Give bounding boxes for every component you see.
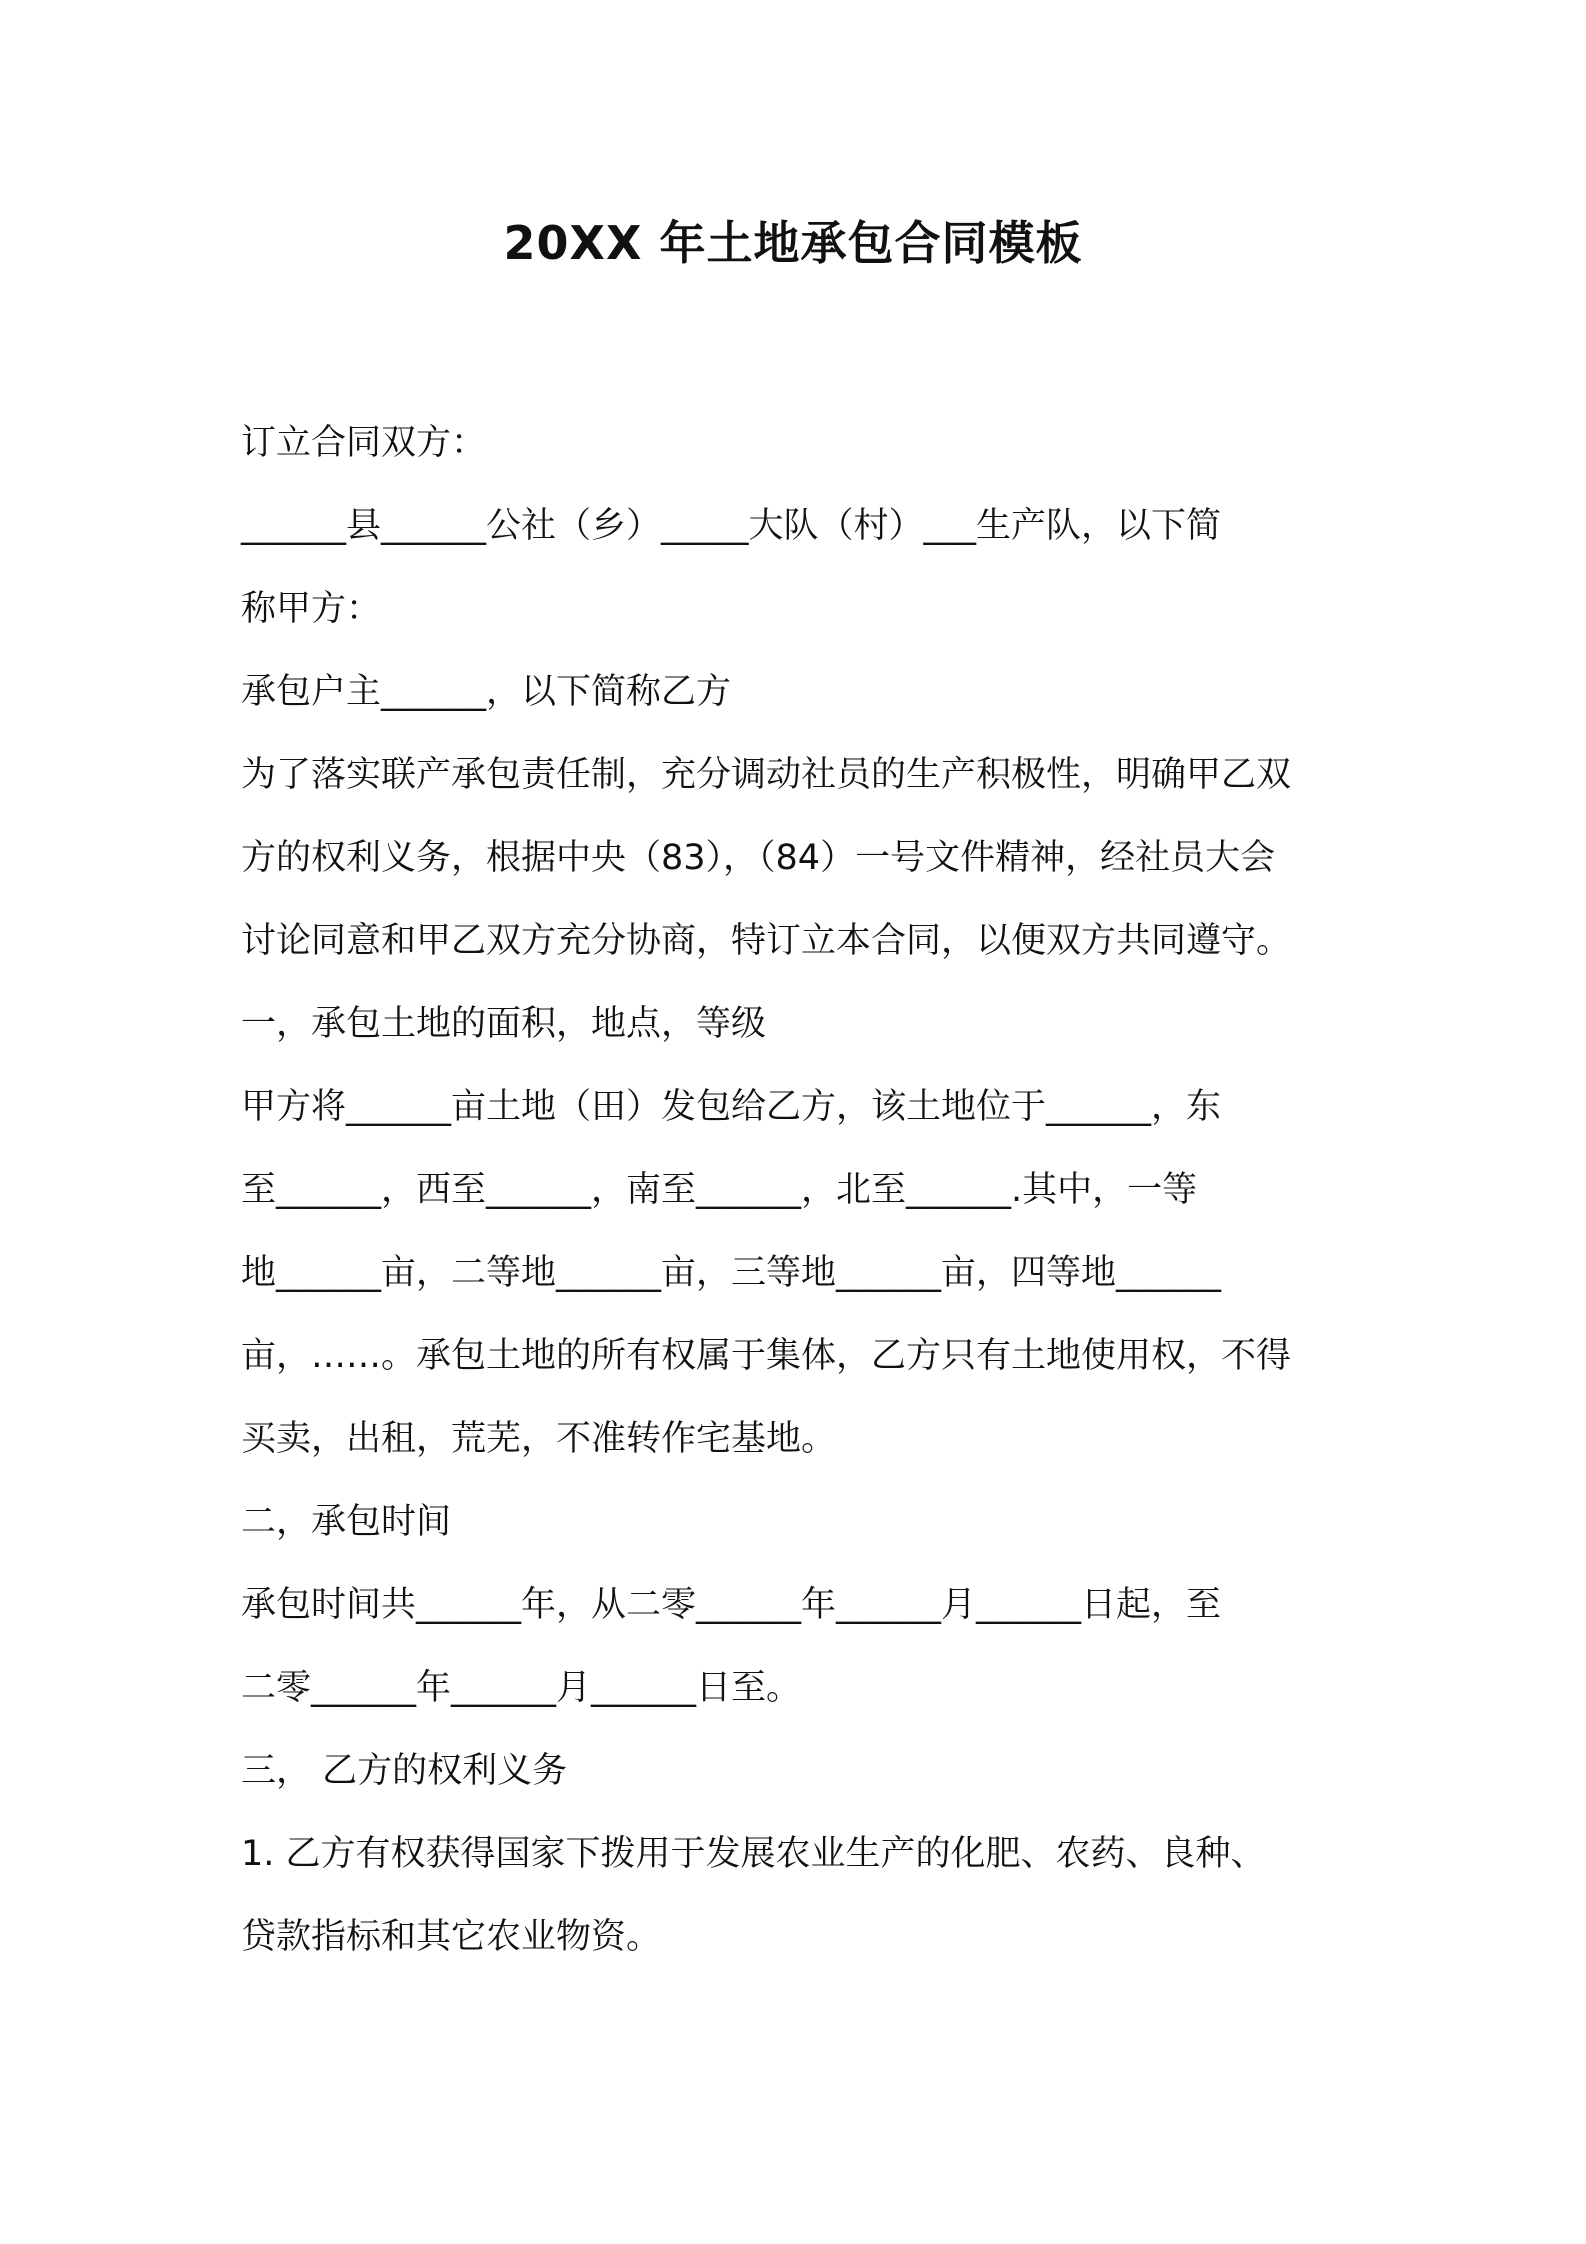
text-line: 为了落实联产承包责任制，充分调动社员的生产积极性，明确甲乙双: [241, 755, 1292, 795]
text-line: ______县______公社（乡）_____大队（村）___生产队，以下简: [241, 506, 1222, 546]
section-heading: 一，承包土地的面积，地点，等级: [241, 1004, 767, 1044]
section-heading: 二，承包时间: [241, 1502, 452, 1542]
text-line: 称甲方：: [241, 589, 382, 629]
text-line: 方的权利义务，根据中央（83），（84）一号文件精神，经社员大会: [241, 838, 1276, 878]
text-line: 买卖，出租，荒芜，不准转作宅基地。: [241, 1419, 837, 1459]
document-title: 20XX 年土地承包合同模板: [503, 216, 1083, 270]
text-line: 亩，……。承包土地的所有权属于集体，乙方只有土地使用权，不得: [241, 1336, 1292, 1376]
text-line: 订立合同双方：: [241, 423, 487, 463]
text-line: 贷款指标和其它农业物资。: [241, 1917, 662, 1957]
text-line: 1. 乙方有权获得国家下拨用于发展农业生产的化肥、农药、良种、: [241, 1834, 1266, 1874]
document-body: [241, 402, 1361, 1979]
text-line: 二零______年______月______日至。: [241, 1668, 802, 1708]
text-line: 讨论同意和甲乙双方充分协商，特订立本合同，以便双方共同遵守。: [241, 921, 1292, 961]
section-heading: 三， 乙方的权利义务: [241, 1751, 568, 1791]
text-line: 承包时间共______年，从二零______年______月______日起，至: [241, 1585, 1222, 1625]
text-line: 至______，西至______，南至______，北至______.其中，一等: [241, 1170, 1198, 1210]
text-line: 甲方将______亩土地（田）发包给乙方，该土地位于______，东: [241, 1087, 1222, 1127]
text-line: 承包户主______，以下简称乙方: [241, 672, 732, 712]
text-line: 地______亩，二等地______亩，三等地______亩，四等地______: [241, 1253, 1222, 1293]
